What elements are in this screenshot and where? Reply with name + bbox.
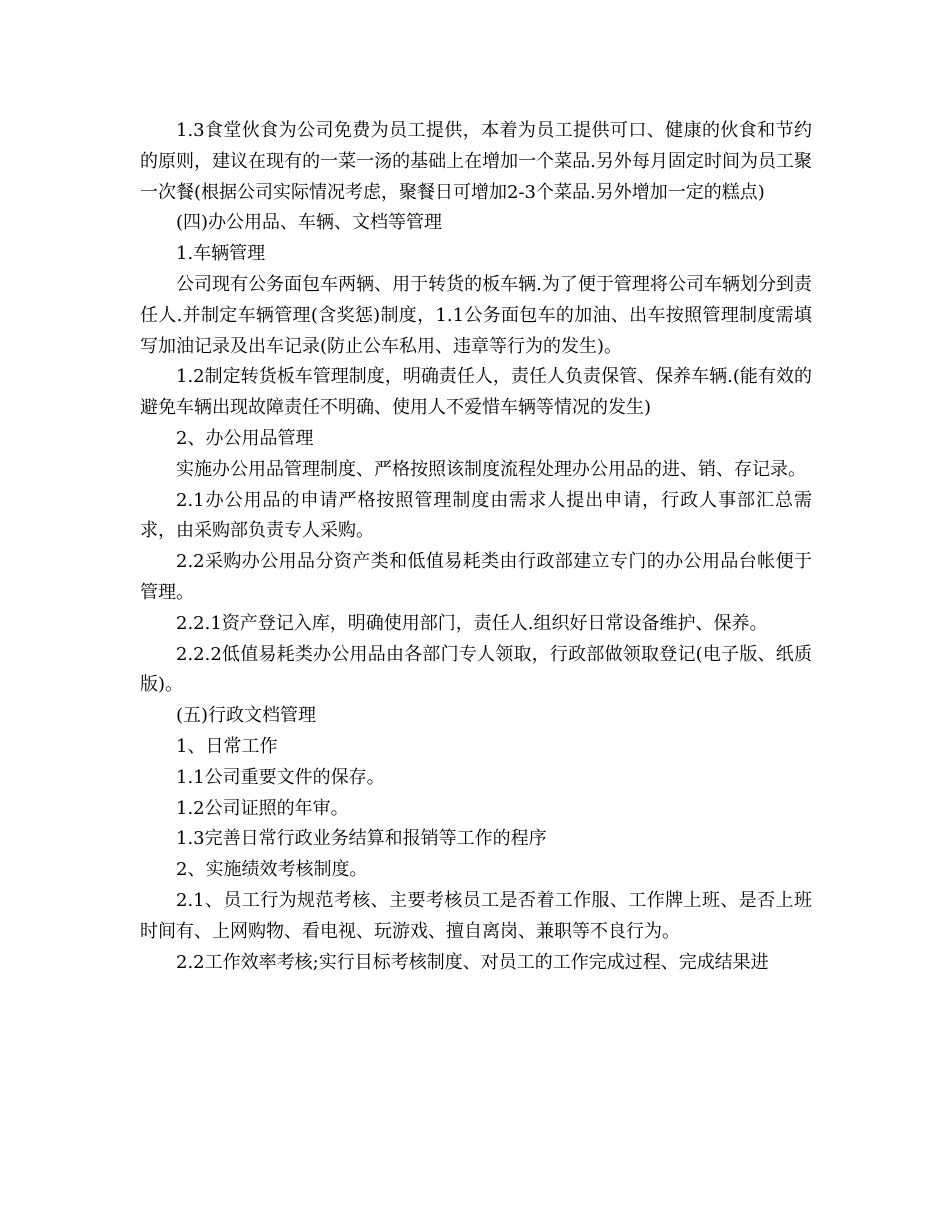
paragraph-asset-registration: 2.2.1资产登记入库，明确使用部门，责任人.组织好日常设备维护、保养。 — [176, 612, 768, 634]
paragraph-supplies-request: 2.1办公用品的申请严格按照管理制度由需求人提出申请，行政人事部汇总需求，由采购部负责专人采购。 — [140, 489, 812, 542]
paragraph-document-storage: 1.1公司重要文件的保存。 — [176, 766, 385, 788]
paragraph-cart-management: 1.2制定转货板车管理制度，明确责任人，责任人负责保管、保养车辆.(能有效的避免车辆出现故障责任不明确、使用人不爱惜车辆等情况的发生) — [140, 366, 812, 419]
paragraph-canteen-meals: 1.3食堂伙食为公司免费为员工提供，本着为员工提供可口、健康的伙食和节约的原则，建议在现有的一菜一汤的基础上在增加一个菜品.另外每月固定时间为员工聚一次餐(根据公司实际情况考虑，聚餐日可增加2-3个菜品.另外增加一定的糕点) — [140, 120, 812, 203]
heading-section-five: (五)行政文档管理 — [176, 705, 317, 727]
paragraph-efficiency-review: 2.2工作效率考核;实行目标考核制度、对员工的工作完成过程、完成结果进 — [176, 951, 769, 973]
heading-performance-review: 2、实施绩效考核制度。 — [176, 859, 368, 881]
paragraph-supplies-purchase: 2.2采购办公用品分资产类和低值易耗类由行政部建立专门的办公用品台帐便于管理。 — [140, 551, 812, 603]
paragraph-procedures: 1.3完善日常行政业务结算和报销等工作的程序 — [176, 828, 547, 850]
heading-office-supplies: 2、办公用品管理 — [176, 427, 314, 449]
paragraph-vehicles-overview: 公司现有公务面包车两辆、用于转货的板车辆.为了便于管理将公司车辆划分到责任人.并制定车辆管理(含奖惩)制度，1.1公务面包车的加油、出车按照管理制度需填写加油记录及出车记录(防止公车私用、违章等行为的发生)。 — [140, 273, 812, 357]
paragraph-consumables: 2.2.2低值易耗类办公用品由各部门专人领取，行政部做领取登记(电子版、纸质版)。 — [140, 643, 812, 696]
document-body — [140, 116, 812, 978]
heading-section-four: (四)办公用品、车辆、文档等管理 — [176, 212, 443, 234]
paragraph-license-review: 1.2公司证照的年审。 — [176, 797, 349, 819]
paragraph-supplies-policy: 实施办公用品管理制度、严格按照该制度流程处理办公用品的进、销、存记录。 — [176, 458, 806, 480]
paragraph-behavior-review: 2.1、员工行为规范考核、主要考核员工是否着工作服、工作牌上班、是否上班时间有、上网购物、看电视、玩游戏、擅自离岗、兼职等不良行为。 — [140, 889, 812, 942]
heading-vehicle-management: 1.车辆管理 — [176, 243, 266, 265]
heading-daily-work: 1、日常工作 — [176, 735, 278, 757]
